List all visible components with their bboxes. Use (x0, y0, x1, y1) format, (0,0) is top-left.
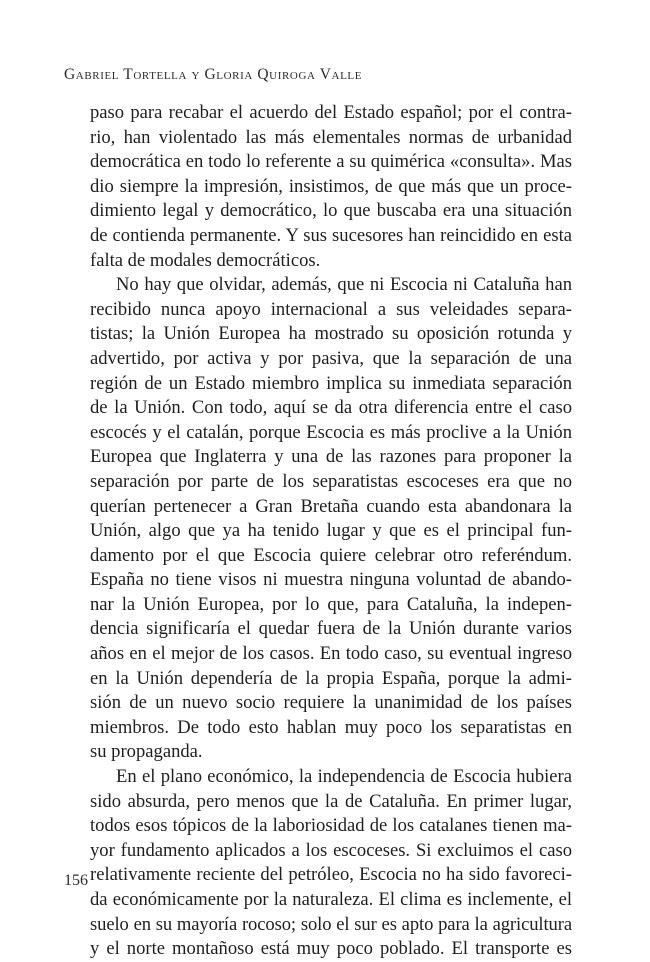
text-line: dio siempre la impresión, insistimos, de que más que un proce- (90, 175, 572, 197)
text-line: sido absurda, pero menos que la de Cataluña. En primer lugar, (90, 790, 572, 812)
text-line: nar la Unión Europea, por lo que, para Cataluña, la indepen- (90, 593, 572, 615)
text-line: relativamente reciente del petróleo, Escocia no ha sido favoreci- (90, 864, 572, 886)
text-line: escocés y el catalán, porque Escocia es más proclive a la Unión (90, 421, 572, 443)
text-line: en la Unión dependería de la propia España, porque la admi- (90, 667, 572, 689)
text-line: recibido nunca apoyo internacional a sus veleidades separa- (90, 298, 572, 320)
text-line: de la Unión. Con todo, aquí se da otra diferencia entre el caso (90, 397, 572, 419)
text-line: dencia significaría el quedar fuera de la Unión durante varios (90, 618, 572, 640)
text-line: En el plano económico, la independencia de Escocia hubiera (116, 766, 572, 788)
text-line: miembros. De todo esto hablan muy poco los separatistas en (90, 716, 572, 738)
text-line: sión de un nuevo socio requiere la unanimidad de los países (90, 692, 572, 714)
text-line: Europea que Inglaterra y una de las razones para proponer la (90, 446, 572, 468)
text-line: damento por el que Escocia quiere celebrar otro referéndum. (90, 544, 572, 566)
text-line: advertido, por activa y por pasiva, que la separación de una (90, 347, 572, 369)
text-line: democrática en todo lo referente a su quimérica «consulta». Mas (90, 151, 572, 173)
text-line: tistas; la Unión Europea ha mostrado su oposición rotunda y (90, 323, 572, 345)
text-line: paso para recabar el acuerdo del Estado español; por el contra- (90, 102, 572, 123)
text-line: rio, han violentado las más elementales normas de urbanidad (90, 126, 572, 148)
text-line: querían pertenecer a Gran Bretaña cuando esta abandonara la (90, 495, 572, 517)
text-line: falta de modales democráticos. (90, 249, 321, 271)
body-text (90, 101, 572, 962)
text-line: yor fundamento aplicados a los escoceses. Si excluimos el caso (90, 839, 572, 861)
text-line: Unión, algo que ya ha tenido lugar y que es el principal fun- (90, 520, 572, 542)
text-line: dimiento legal y democrático, lo que buscaba era una situación (90, 200, 572, 222)
page-number: 156 (64, 872, 88, 889)
text-line: No hay que olvidar, además, que ni Escocia ni Cataluña han (116, 274, 572, 296)
text-line: y el norte montañoso está muy poco poblado. El transporte es (90, 938, 572, 960)
text-line: separación por parte de los separatistas escoceses era que no (90, 470, 572, 492)
text-line: años en el mejor de los casos. En todo caso, su eventual ingreso (90, 643, 572, 665)
text-line: de contienda permanente. Y sus sucesores han reincidido en esta (90, 224, 572, 246)
text-line: todos esos tópicos de la laboriosidad de los catalanes tienen ma- (90, 815, 572, 837)
text-line: suelo en su mayoría rocoso; solo el sur es apto para la agricultura (90, 913, 572, 935)
running-head: Gabriel Tortella y Gloria Quiroga Valle (64, 66, 363, 83)
text-line: da económicamente por la naturaleza. El clima es inclemente, el (90, 889, 572, 910)
text-line: su propaganda. (90, 741, 203, 763)
text-line: región de un Estado miembro implica su inmediata separación (90, 372, 572, 394)
text-line: España no tiene visos ni muestra ninguna voluntad de abando- (90, 569, 572, 591)
